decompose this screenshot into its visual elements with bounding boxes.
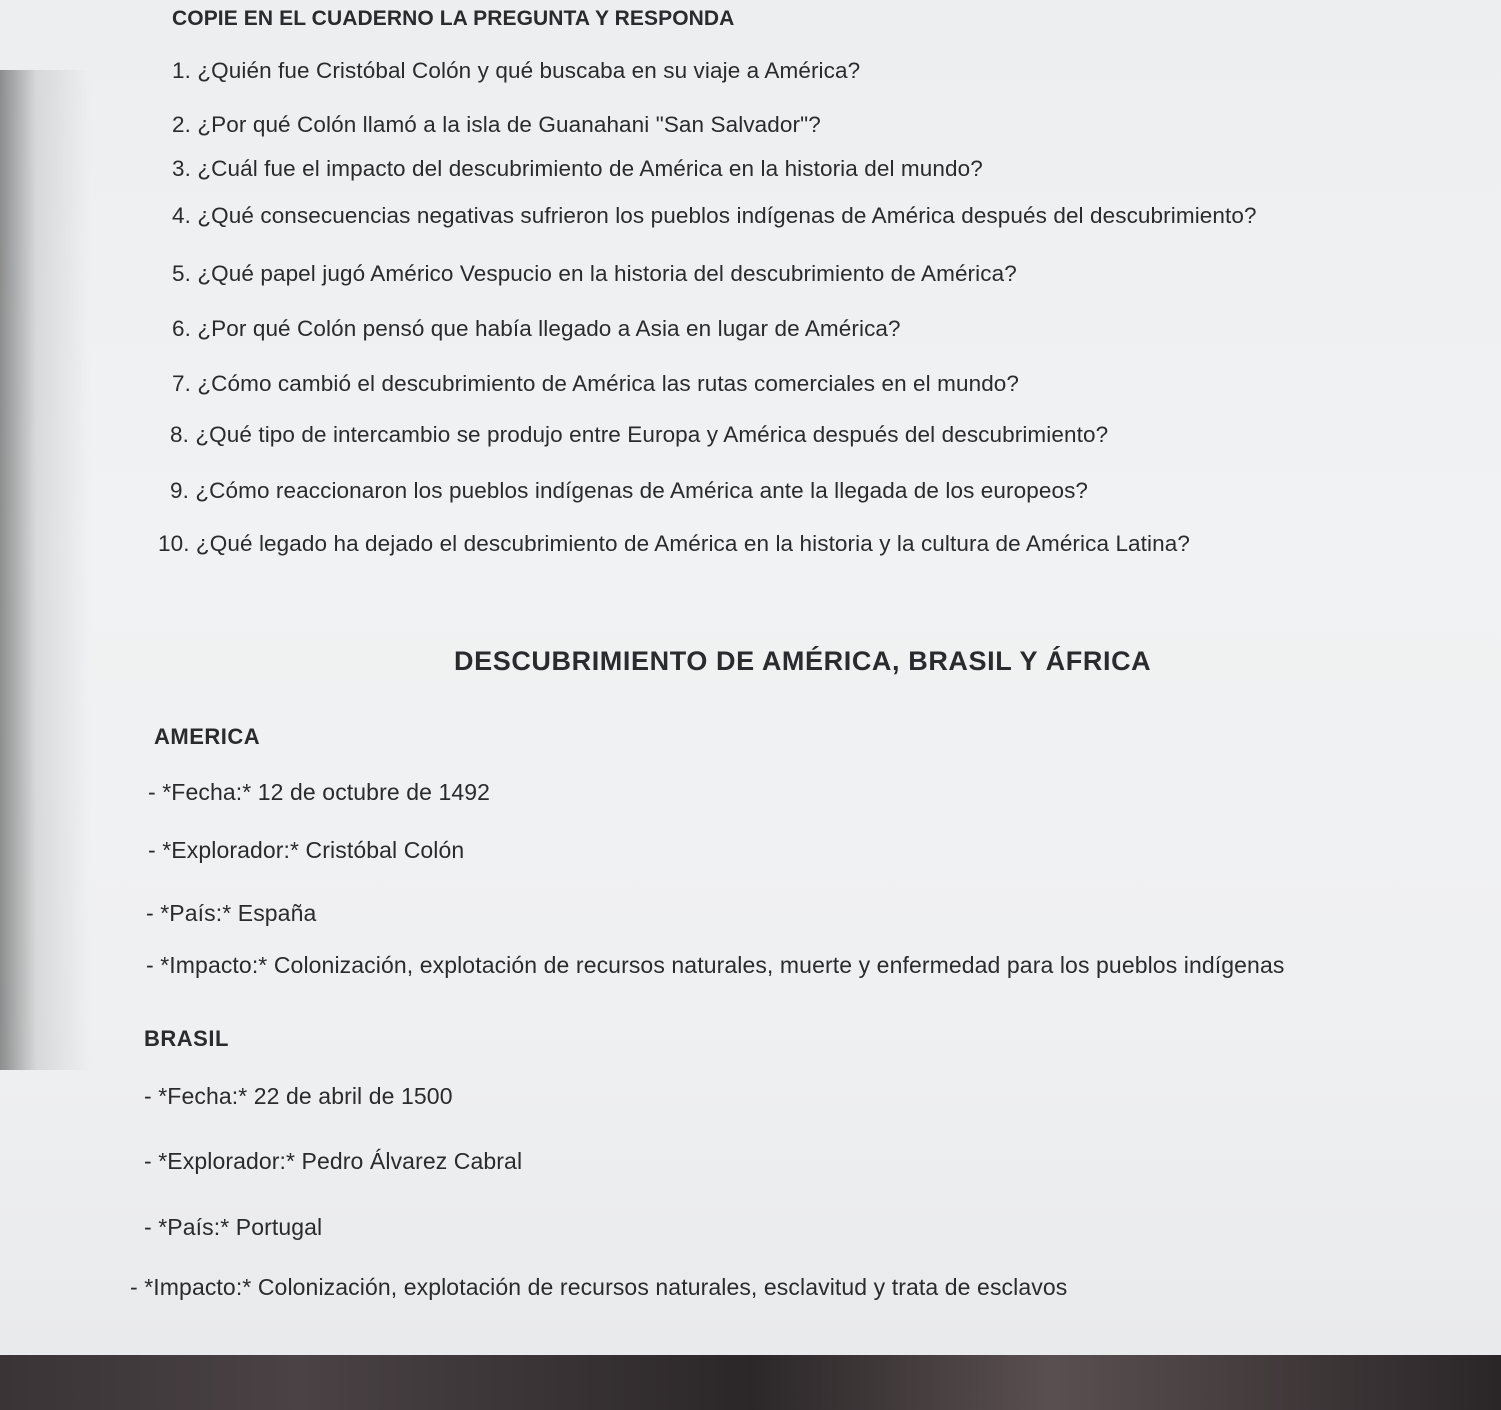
brasil-explorador: - *Explorador:* Pedro Álvarez Cabral — [144, 1148, 523, 1174]
question-1: 1. ¿Quién fue Cristóbal Colón y qué buscaba en su viaje a América? — [172, 58, 861, 83]
question-6: 6. ¿Por qué Colón pensó que había llegado a Asia en lugar de América? — [172, 316, 901, 341]
america-pais: - *País:* España — [146, 900, 317, 926]
instruction-line: COPIE EN EL CUADERNO LA PREGUNTA Y RESPONDA — [172, 7, 735, 30]
brasil-impacto: - *Impacto:* Colonización, explotación de recursos naturales, esclavitud y trata de esclavos — [130, 1274, 1068, 1300]
brasil-fecha: - *Fecha:* 22 de abril de 1500 — [144, 1083, 453, 1109]
section-heading-brasil: BRASIL — [144, 1026, 229, 1051]
background-surface — [0, 1355, 1501, 1410]
page-edge-shadow — [0, 70, 90, 1070]
question-2: 2. ¿Por qué Colón llamó a la isla de Guanahani "San Salvador"? — [172, 112, 821, 137]
america-fecha: - *Fecha:* 12 de octubre de 1492 — [148, 779, 491, 805]
america-explorador: - *Explorador:* Cristóbal Colón — [148, 837, 465, 863]
question-8: 8. ¿Qué tipo de intercambio se produjo entre Europa y América después del descubrimiento? — [170, 422, 1109, 447]
section-heading-america: AMERICA — [154, 724, 261, 749]
question-9: 9. ¿Cómo reaccionaron los pueblos indígenas de América ante la llegada de los europeos? — [170, 478, 1089, 503]
question-7: 7. ¿Cómo cambió el descubrimiento de América las rutas comerciales en el mundo? — [172, 371, 1020, 396]
america-impacto: - *Impacto:* Colonización, explotación de recursos naturales, muerte y enfermedad para los pueblos indígenas — [146, 952, 1285, 978]
worksheet-title: DESCUBRIMIENTO DE AMÉRICA, BRASIL Y ÁFRICA — [454, 646, 1152, 676]
question-5: 5. ¿Qué papel jugó Américo Vespucio en la historia del descubrimiento de América? — [172, 261, 1017, 286]
brasil-pais: - *País:* Portugal — [144, 1214, 323, 1240]
question-10: 10. ¿Qué legado ha dejado el descubrimiento de América en la historia y la cultura de América Latina? — [158, 531, 1190, 556]
question-3: 3. ¿Cuál fue el impacto del descubrimiento de América en la historia del mundo? — [172, 156, 983, 181]
question-4: 4. ¿Qué consecuencias negativas sufrieron los pueblos indígenas de América después del descubrimiento? — [172, 203, 1257, 228]
